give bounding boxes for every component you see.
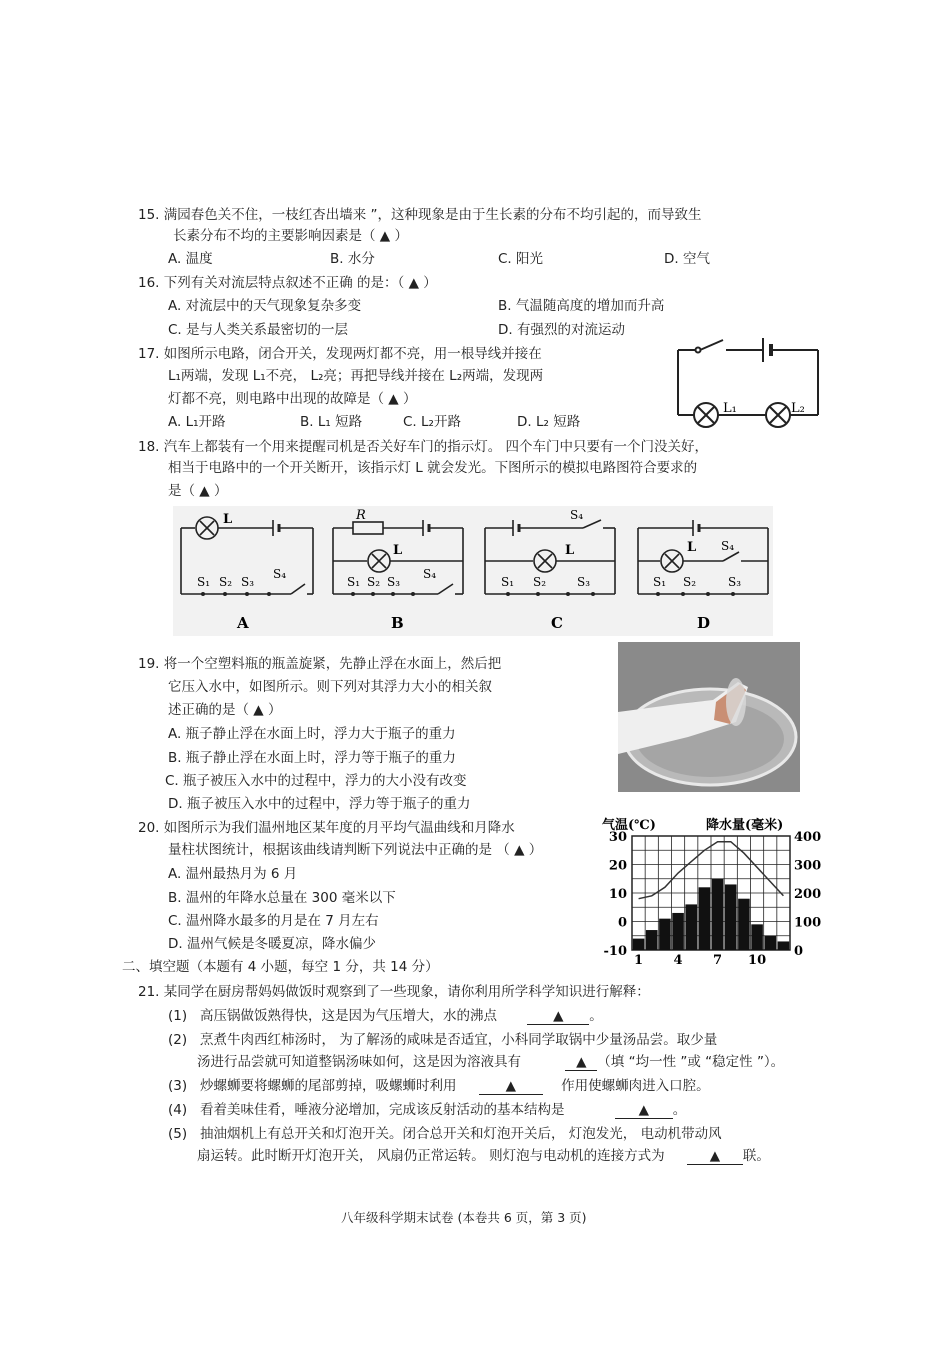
precip-bar-11 bbox=[764, 936, 776, 950]
q21-part5-cont bbox=[197, 1144, 770, 1165]
q20-option-a: A. 温州最热月为 6 月 bbox=[168, 866, 298, 882]
q21-part5-text: 抽油烟机上有总开关和灯泡开关。闭合总开关和灯泡开关后， 灯泡发光， 电动机带动风 bbox=[200, 1126, 722, 1142]
precip-bar-4 bbox=[672, 913, 684, 950]
x-tick-label: 1 bbox=[634, 953, 644, 968]
q21-part1-end: 。 bbox=[589, 1008, 603, 1024]
left-tick-label: 0 bbox=[617, 915, 627, 931]
x-tick-label: 10 bbox=[748, 953, 767, 968]
q15-stem: 15. 满园春色关不住，一枝红杏出墙来 ”，这种现象是由于生长素的分布不均引起的，而导致生 bbox=[138, 207, 702, 223]
q20-option-d: D. 温州气候是冬暖夏凉，降水偏少 bbox=[168, 936, 376, 952]
q17-circuit-diagram bbox=[668, 330, 828, 430]
q16-option-a: A. 对流层中的天气现象复杂多变 bbox=[168, 298, 362, 314]
right-tick-label: 400 bbox=[794, 830, 822, 845]
q19-option-a: A. 瓶子静止浮在水面上时，浮力大于瓶子的重力 bbox=[168, 726, 456, 742]
panel-d-s4: S₄ bbox=[721, 539, 735, 553]
panel-b-s3: S₃ bbox=[387, 575, 401, 589]
q20-option-b: B. 温州的年降水总量在 300 毫米以下 bbox=[168, 890, 396, 906]
precip-bar-1 bbox=[633, 939, 645, 950]
page-footer: 八年级科学期末试卷 (本卷共 6 页，第 3 页) bbox=[341, 1210, 587, 1225]
panel-c-lamp-label: L bbox=[565, 543, 575, 558]
precip-bar-7 bbox=[712, 879, 724, 950]
q19-option-b: B. 瓶子静止浮在水面上时，浮力等于瓶子的重力 bbox=[168, 750, 456, 766]
precip-bar-6 bbox=[699, 887, 711, 950]
panel-d-s2: S₂ bbox=[683, 575, 697, 589]
panel-d-label: D bbox=[697, 614, 711, 632]
q21-part3 bbox=[168, 1074, 710, 1095]
panel-b-s2: S₂ bbox=[367, 575, 381, 589]
q21-part2 bbox=[168, 1028, 717, 1048]
q17-stem: 17. 如图所示电路，闭合开关，发现两灯都不亮，用一根导线并接在 bbox=[138, 346, 542, 362]
q15-stem-cont: 长素分布不均的主要影响因素是（ ▲ ） bbox=[173, 228, 408, 244]
left-tick-label: -10 bbox=[603, 944, 627, 959]
q17-stem-cont2: 灯都不亮，则电路中出现的故障是（ ▲ ） bbox=[168, 391, 417, 407]
q20-stem-cont: 量柱状图统计，根据该曲线请判断下列说法中正确的是 （ ▲ ） bbox=[168, 842, 543, 858]
q21-part4-end: 。 bbox=[672, 1102, 687, 1118]
q21-part3-text: 炒螺蛳要将螺蛳的尾部剪掉，吸螺蛳时利用 bbox=[200, 1078, 457, 1094]
precip-bar-12 bbox=[778, 941, 790, 950]
q16-stem: 16. 下列有关对流层特点叙述不正确 的是：（ ▲ ） bbox=[138, 275, 437, 291]
right-tick-label: 0 bbox=[794, 944, 804, 959]
panel-b-lamp-label: L bbox=[393, 543, 403, 558]
q21-part2-cont bbox=[197, 1050, 784, 1071]
panel-d-lamp-label: L bbox=[687, 540, 697, 555]
precip-bar-5 bbox=[685, 904, 697, 950]
q21-part4 bbox=[168, 1098, 686, 1119]
chart-left-axis-title: 气温(℃) bbox=[602, 818, 656, 833]
panel-b-s4: S₄ bbox=[423, 567, 437, 581]
panel-b-label: B bbox=[391, 614, 404, 632]
q16-option-d: D. 有强烈的对流运动 bbox=[498, 322, 625, 338]
q15-option-c: C. 阳光 bbox=[498, 251, 544, 267]
q17-option-b: B. L₁ 短路 bbox=[300, 414, 363, 430]
q17-lamp-l1-label: L₁ bbox=[723, 401, 737, 416]
left-tick-label: 30 bbox=[608, 830, 627, 845]
panel-d-s3: S₃ bbox=[728, 575, 742, 589]
x-tick-label: 7 bbox=[713, 953, 723, 968]
panel-a-s3: S₃ bbox=[241, 575, 255, 589]
q21-part2-end: （填 “均一性 ”或 “稳定性 ”）。 bbox=[597, 1054, 785, 1070]
panel-c-s1: S₁ bbox=[501, 575, 515, 589]
q18-stem: 18. 汽车上都装有一个用来提醒司机是否关好车门的指示灯。 四个车门中只要有一个门没关好， bbox=[138, 439, 709, 455]
precip-bar-8 bbox=[725, 884, 737, 950]
q21-part3-answer-blank[interactable]: ▲ bbox=[479, 1078, 543, 1095]
panel-c-s4: S₄ bbox=[570, 508, 584, 522]
precip-bar-3 bbox=[659, 919, 671, 950]
panel-d-s1: S₁ bbox=[653, 575, 667, 589]
q16-option-c: C. 是与人类关系最密切的一层 bbox=[168, 322, 349, 338]
q17-stem-cont1: L₁两端，发现 L₁不亮， L₂亮；再把导线并接在 L₂两端，发现两 bbox=[168, 368, 544, 384]
panel-c-label: C bbox=[551, 614, 563, 632]
q21-part2-answer-blank[interactable]: ▲ bbox=[565, 1054, 597, 1071]
q21-part3-number: (3) bbox=[168, 1078, 188, 1094]
q20-stem: 20. 如图所示为我们温州地区某年度的月平均气温曲线和月降水 bbox=[138, 820, 515, 836]
q21-part1-answer-blank[interactable]: ▲ bbox=[527, 1008, 589, 1025]
q21-part4-answer-blank[interactable]: ▲ bbox=[615, 1102, 673, 1119]
q20-climate-chart bbox=[598, 812, 830, 968]
q17-lamp-l2-label: L₂ bbox=[791, 401, 805, 416]
panel-b-s1: S₁ bbox=[347, 575, 361, 589]
precip-bar-9 bbox=[738, 899, 750, 950]
left-tick-label: 20 bbox=[608, 858, 627, 874]
q21-part1-number: (1) bbox=[168, 1008, 188, 1024]
q21-part2-number: (2) bbox=[168, 1032, 188, 1048]
q17-option-a: A. L₁开路 bbox=[168, 414, 226, 430]
q21-part5-text2: 扇运转。此时断开灯泡开关， 风扇仍正常运转。 则灯泡与电动机的连接方式为 bbox=[197, 1148, 665, 1164]
q19-stem-cont1: 它压入水中，如图所示。则下列对其浮力大小的相关叙 bbox=[168, 679, 492, 695]
q21-stem: 21. 某同学在厨房帮妈妈做饭时观察到了一些现象，请你利用所学科学知识进行解释： bbox=[138, 984, 650, 1000]
q18-circuit-options bbox=[173, 506, 773, 636]
q20-option-c: C. 温州降水最多的月是在 7 月左右 bbox=[168, 913, 379, 929]
left-tick-label: 10 bbox=[608, 887, 627, 902]
q21-part1-text: 高压锅做饭熟得快，这是因为气压增大，水的沸点 bbox=[200, 1008, 497, 1024]
q19-stem: 19. 将一个空塑料瓶的瓶盖旋紧，先静止浮在水面上，然后把 bbox=[138, 656, 502, 672]
panel-b-resistor-label: R bbox=[356, 508, 366, 523]
q21-part2-text: 烹煮牛肉西红柿汤时， 为了解汤的咸味是否适宜，小科同学取锅中少量汤品尝。取少量 bbox=[200, 1032, 718, 1048]
panel-c-s3: S₃ bbox=[577, 575, 591, 589]
panel-a-lamp-label: L bbox=[223, 512, 233, 527]
q18-stem-cont2: 是（ ▲ ） bbox=[168, 483, 228, 499]
q15-option-a: A. 温度 bbox=[168, 251, 213, 267]
q15-option-b: B. 水分 bbox=[330, 251, 375, 267]
chart-right-axis-title: 降水量(毫米) bbox=[706, 818, 784, 833]
q15-option-d: D. 空气 bbox=[664, 251, 710, 267]
x-tick-label: 4 bbox=[673, 953, 683, 968]
panel-a-s1: S₁ bbox=[197, 575, 211, 589]
q19-option-d: D. 瓶子被压入水中的过程中，浮力等于瓶子的重力 bbox=[168, 796, 471, 812]
q18-stem-cont1: 相当于电路中的一个开关断开，该指示灯 L 就会发光。下图所示的模拟电路图符合要求的 bbox=[168, 460, 698, 476]
q21-part5-answer-blank[interactable]: ▲ bbox=[687, 1148, 743, 1165]
q16-option-b: B. 气温随高度的增加而升高 bbox=[498, 298, 665, 314]
q21-part4-number: (4) bbox=[168, 1102, 188, 1118]
panel-a-label: A bbox=[237, 614, 249, 632]
q21-part3-end: 作用使螺蛳肉进入口腔。 bbox=[561, 1078, 710, 1094]
q21-part5 bbox=[168, 1122, 722, 1142]
q21-part2-text2: 汤进行品尝就可知道整锅汤味如何，这是因为溶液具有 bbox=[197, 1054, 521, 1070]
q17-option-d: D. L₂ 短路 bbox=[517, 414, 581, 430]
right-tick-label: 100 bbox=[794, 915, 822, 931]
q21-part1 bbox=[168, 1004, 603, 1025]
panel-a-s4: S₄ bbox=[273, 567, 287, 581]
q17-option-c: C. L₂开路 bbox=[403, 414, 461, 430]
q21-part4-text: 看着美味佳肴，唾液分泌增加，完成该反射活动的基本结构是 bbox=[200, 1102, 565, 1118]
q21-part5-end: 联。 bbox=[742, 1148, 770, 1164]
section-2-heading: 二、填空题（本题有 4 小题，每空 1 分，共 14 分） bbox=[122, 959, 439, 975]
q19-option-c: C. 瓶子被压入水中的过程中，浮力的大小没有改变 bbox=[165, 773, 467, 789]
precip-bar-2 bbox=[646, 930, 658, 950]
right-tick-label: 200 bbox=[794, 887, 822, 902]
panel-a-s2: S₂ bbox=[219, 575, 233, 589]
q19-stem-cont2: 述正确的是（ ▲ ） bbox=[168, 702, 282, 718]
right-tick-label: 300 bbox=[794, 858, 822, 874]
precip-bar-10 bbox=[751, 924, 763, 950]
q21-part5-number: (5) bbox=[168, 1126, 188, 1142]
panel-c-s2: S₂ bbox=[533, 575, 547, 589]
q19-photo-bottle-in-water bbox=[618, 642, 800, 792]
